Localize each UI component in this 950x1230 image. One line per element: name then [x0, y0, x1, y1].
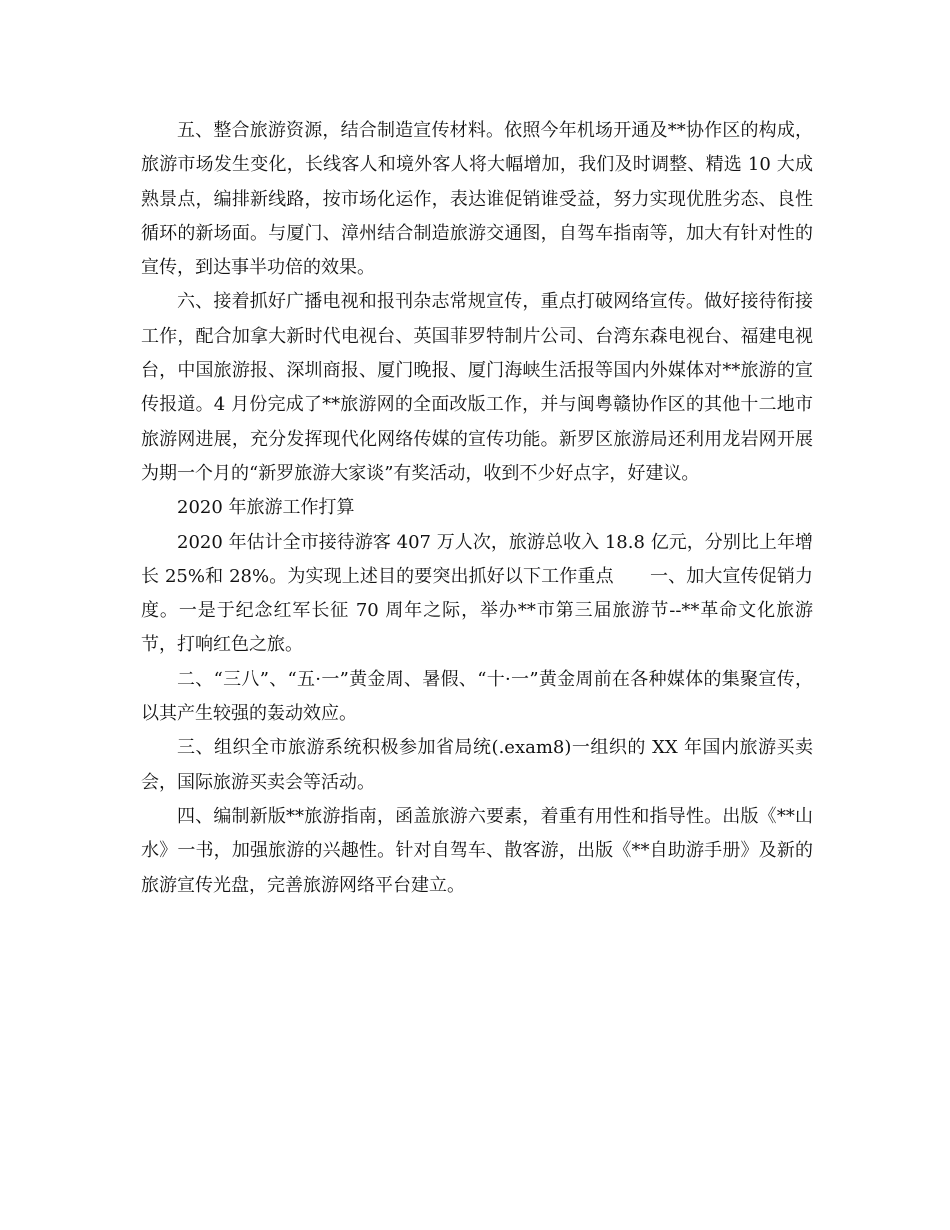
- paragraph-plan-item-4: 四、编制新版**旅游指南，函盖旅游六要素，着重有用性和指导性。出版《**山水》一书，加强旅游的兴趣性。针对自驾车、散客游，出版《**自助游手册》及新的旅游宣传光盘，完善旅游网络平台建立。: [141, 805, 813, 896]
- section-heading-2020-plan: 2020 年旅游工作打算: [177, 497, 355, 519]
- paragraph-2020-targets: 2020 年估计全市接待游客 407 万人次，旅游总收入 18.8 亿元，分别比上年增长 25%和 28%。为实现上述目的要突出抓好以下工作重点 一、加大宣传促销力度。一是于纪念红军长征 70 周年之际，举办**市第三届旅游节--**革命文化旅游节，打响红色之旅。: [141, 531, 813, 656]
- paragraph-plan-item-2: 二、“三八”、“五·一”黄金周、暑假、“十·一”黄金周前在各种媒体的集聚宣传，以其产生较强的轰动效应。: [141, 668, 813, 725]
- paragraph-item-6: 六、接着抓好广播电视和报刊杂志常规宣传，重点打破网络宣传。做好接待衔接工作，配合加拿大新时代电视台、英国菲罗特制片公司、台湾东森电视台、福建电视台，中国旅游报、深圳商报、厦门晚报、厦门海峡生活报等国内外媒体对**旅游的宣传报道。4 月份完成了**旅游网的全面改版工作，并与闽粤赣协作区的其他十二地市旅游网进展，充分发挥现代化网络传媒的宣传功能。新罗区旅游局还利用龙岩网开展为期一个月的“新罗旅游大家谈”有奖活动，收到不少好点字，好建议。: [141, 291, 813, 484]
- paragraph-plan-item-3: 三、组织全市旅游系统积极参加省局统(.exam8)一组织的 XX 年国内旅游买卖会，国际旅游买卖会等活动。: [141, 737, 813, 793]
- document-body: [141, 114, 813, 903]
- paragraph-item-5: 五、整合旅游资源，结合制造宣传材料。依照今年机场开通及**协作区的构成，旅游市场发生变化，长线客人和境外客人将大幅增加，我们及时调整、精选 10 大成熟景点，编排新线路，按市场化运作，表达谁促销谁受益，努力实现优胜劣态、良性循环的新场面。与厦门、漳州结合制造旅游交通图，自驾车指南等，加大有针对性的宣传，到达事半功倍的效果。: [141, 120, 813, 279]
